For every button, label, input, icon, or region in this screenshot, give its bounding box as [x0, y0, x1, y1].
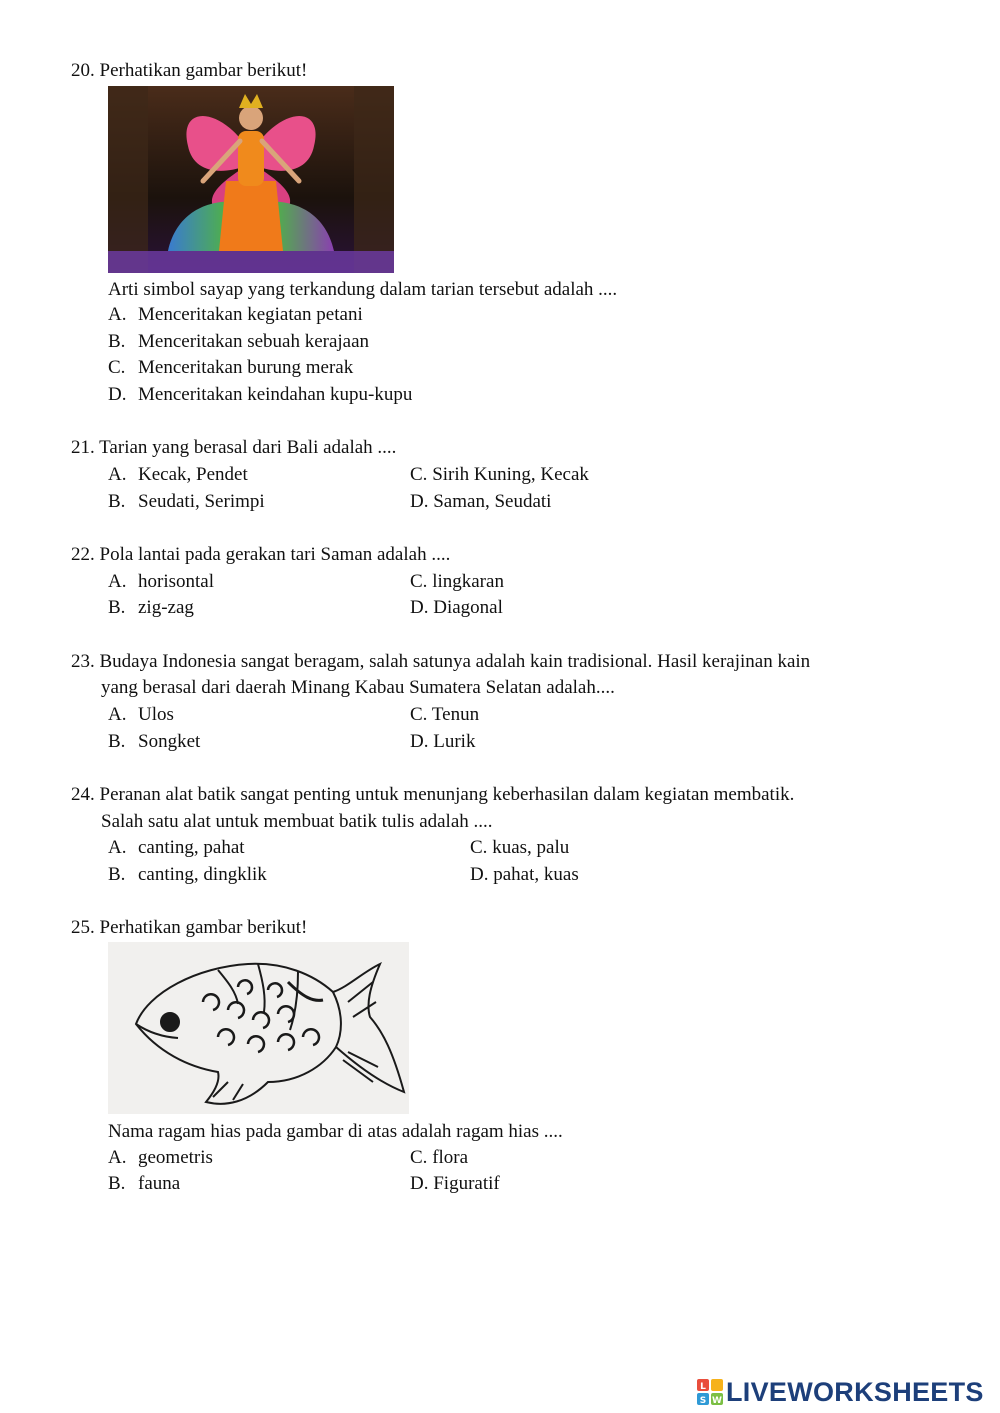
- question-20-option-d[interactable]: D. Menceritakan keindahan kupu-kupu: [108, 384, 413, 405]
- question-20-stem: 20. Perhatikan gambar berikut!: [71, 60, 308, 81]
- logo-letter-2: W: [712, 1396, 722, 1405]
- question-25-option-c[interactable]: C. flora: [410, 1147, 469, 1168]
- question-23-option-c[interactable]: C. Tenun: [410, 704, 480, 725]
- question-22-stem: 22. Pola lantai pada gerakan tari Saman adalah ....: [71, 544, 451, 565]
- question-23-option-d[interactable]: D. Lurik: [410, 731, 476, 752]
- question-24-option-a[interactable]: A. canting, pahat: [108, 837, 245, 858]
- logo-letter-1: L: [700, 1382, 706, 1392]
- question-25-option-a[interactable]: A. geometris: [108, 1147, 213, 1168]
- question-23-stem-line1: 23. Budaya Indonesia sangat beragam, salah satunya adalah kain tradisional. Hasil kerajinan kain: [71, 651, 811, 672]
- question-24-stem-line2: Salah satu alat untuk membuat batik tulis adalah ....: [101, 811, 493, 832]
- logo-letter-3: S: [699, 1396, 707, 1405]
- question-24-option-d[interactable]: D. pahat, kuas: [470, 864, 579, 885]
- question-25-prompt: Nama ragam hias pada gambar di atas adalah ragam hias ....: [108, 1121, 563, 1142]
- question-23-option-b[interactable]: B. Songket: [108, 731, 201, 752]
- question-21-option-a[interactable]: A. Kecak, Pendet: [108, 464, 248, 485]
- question-21-stem: 21. Tarian yang berasal dari Bali adalah ....: [71, 437, 397, 458]
- question-24-option-b[interactable]: B. canting, dingklik: [108, 864, 267, 885]
- question-22-option-b[interactable]: B. zig-zag: [108, 597, 194, 618]
- question-24-option-c[interactable]: C. kuas, palu: [470, 837, 570, 858]
- fish-ornament-drawing: [108, 942, 409, 1114]
- liveworksheets-logo[interactable]: [697, 1376, 984, 1408]
- question-21-option-c[interactable]: C. Sirih Kuning, Kecak: [410, 464, 589, 485]
- question-25-option-b[interactable]: B. fauna: [108, 1173, 181, 1194]
- question-20-option-b[interactable]: B. Menceritakan sebuah kerajaan: [108, 331, 370, 352]
- logo-text: LIVEWORKSHEETS: [726, 1377, 984, 1407]
- question-20-option-c[interactable]: C. Menceritakan burung merak: [108, 357, 354, 378]
- liveworksheets-logo-icon: [697, 1379, 723, 1405]
- dancer-butterfly-photo: [108, 86, 394, 273]
- question-20-option-a[interactable]: A. Menceritakan kegiatan petani: [108, 304, 363, 325]
- question-24-stem-line1: 24. Peranan alat batik sangat penting untuk menunjang keberhasilan dalam kegiatan membatik.: [71, 784, 795, 805]
- question-22-option-d[interactable]: D. Diagonal: [410, 597, 503, 618]
- question-21-option-b[interactable]: B. Seudati, Serimpi: [108, 491, 265, 512]
- question-21-option-d[interactable]: D. Saman, Seudati: [410, 491, 552, 512]
- question-22-option-c[interactable]: C. lingkaran: [410, 571, 504, 592]
- question-25-stem: 25. Perhatikan gambar berikut!: [71, 917, 308, 938]
- question-23-stem-line2: yang berasal dari daerah Minang Kabau Sumatera Selatan adalah....: [101, 677, 615, 698]
- question-20-prompt: Arti simbol sayap yang terkandung dalam tarian tersebut adalah ....: [108, 279, 618, 300]
- question-25-option-d[interactable]: D. Figuratif: [410, 1173, 500, 1194]
- question-23-option-a[interactable]: A. Ulos: [108, 704, 174, 725]
- question-22-option-a[interactable]: A. horisontal: [108, 571, 214, 592]
- logo-square-2: [711, 1379, 723, 1391]
